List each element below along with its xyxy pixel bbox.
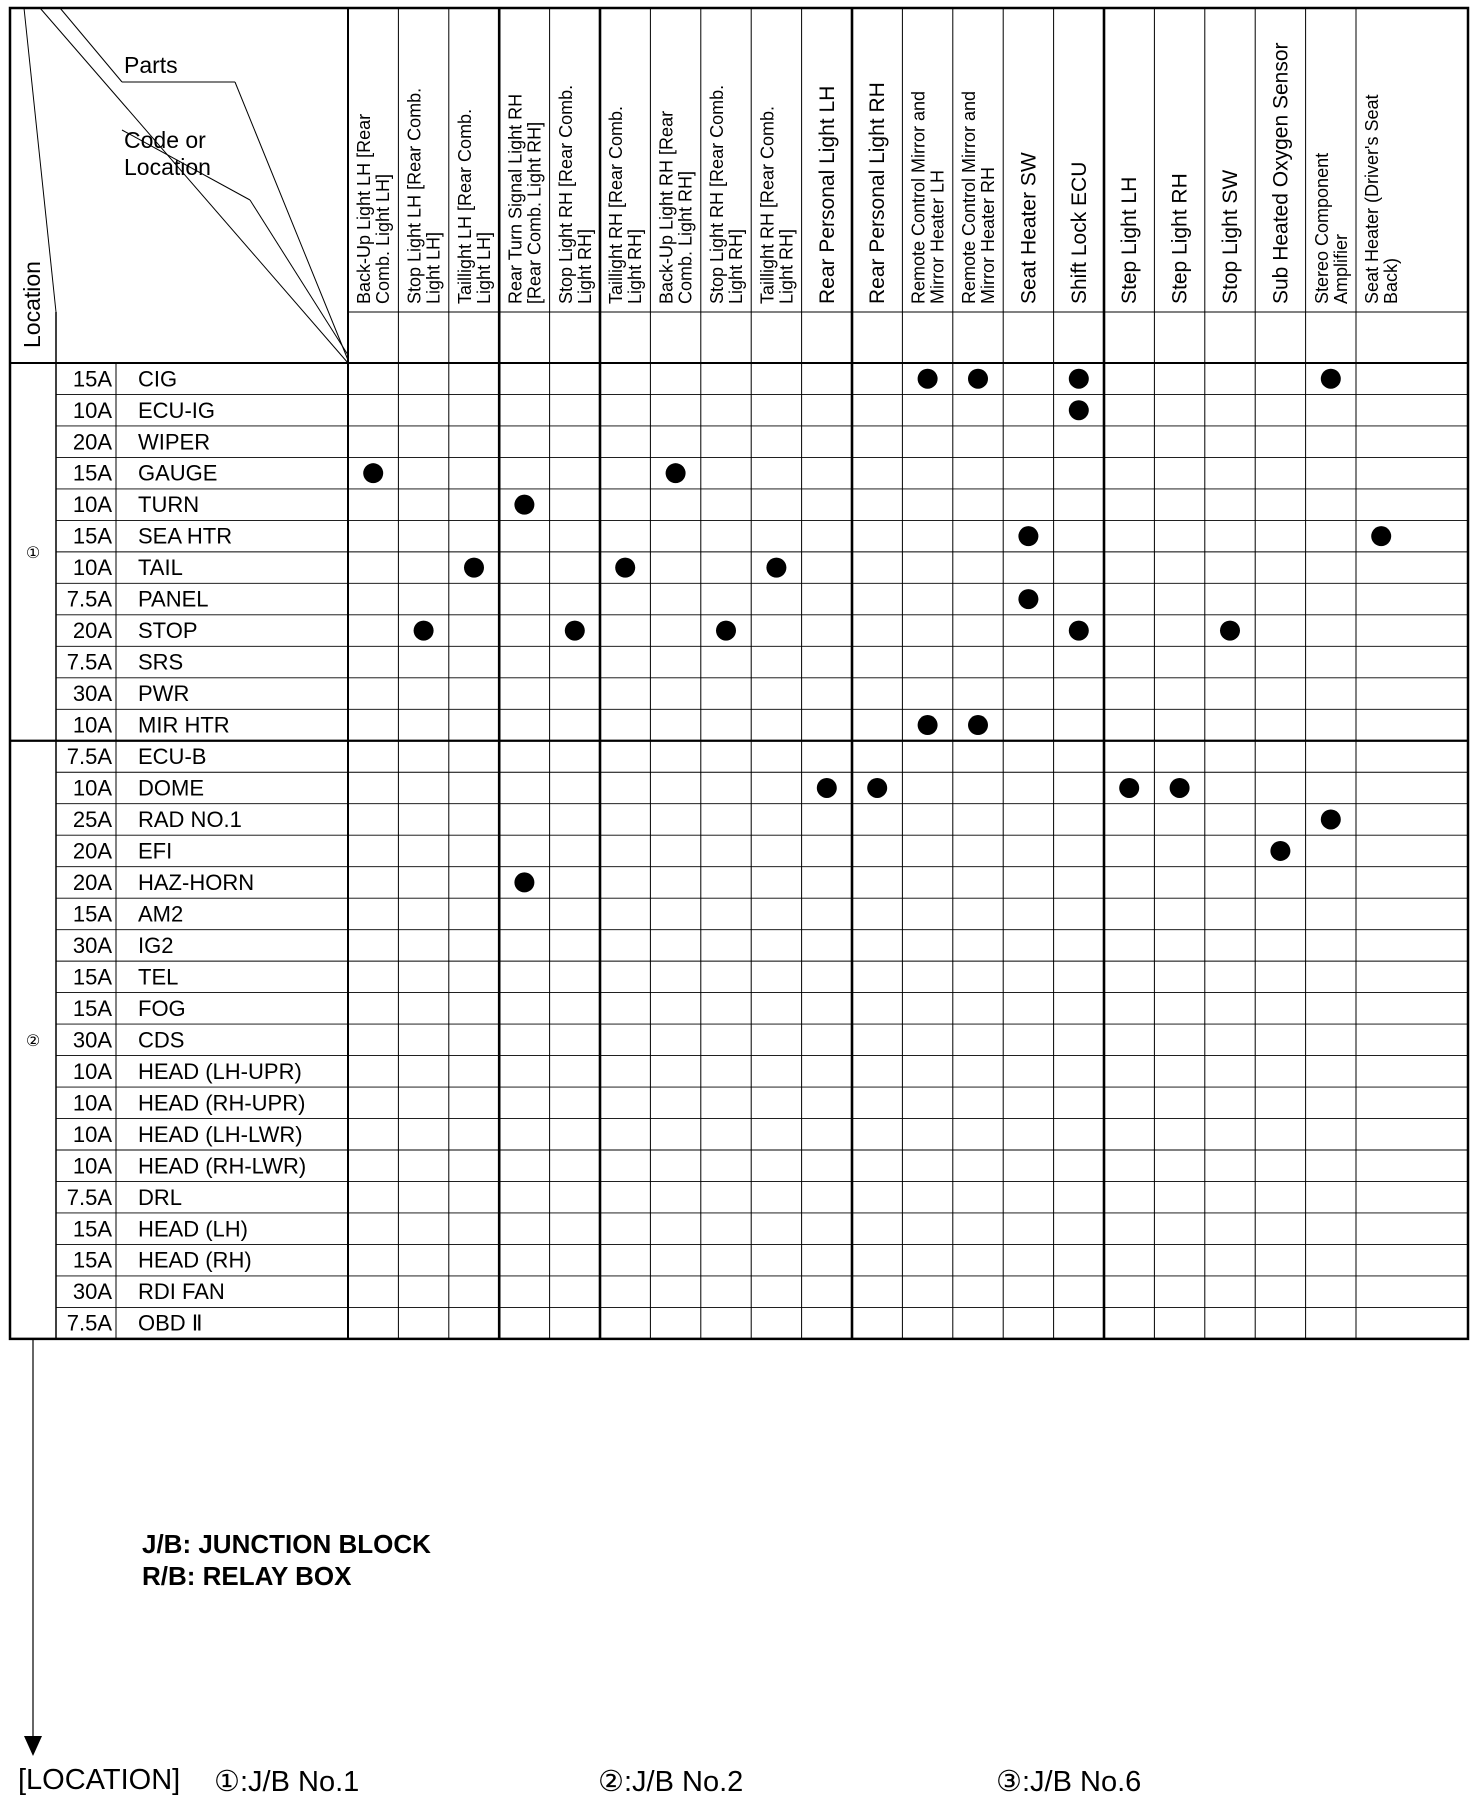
header-diagonal (60, 8, 122, 82)
connection-dots (363, 369, 1391, 893)
fuse-code: HAZ-HORN (138, 869, 255, 895)
connection-dot (565, 621, 585, 641)
part-column-header: Rear Personal Light LH (815, 85, 839, 304)
fuse-amperage: 15A (72, 964, 112, 990)
fuse-code: ECU-IG (138, 397, 215, 423)
fuse-code: TAIL (138, 555, 183, 581)
fuse-code: HEAD (RH) (138, 1247, 252, 1273)
part-column-header: Light RH] (726, 228, 746, 304)
location-footer-item-1: ①:J/B No.1 (214, 1766, 360, 1798)
fuse-amperage: 10A (72, 1058, 112, 1084)
location-footer-item-2: ②:J/B No.2 (598, 1766, 744, 1798)
part-column-header: Seat Heater (Driver's Seat (1362, 94, 1383, 304)
connection-dot (1321, 369, 1341, 389)
part-column-header: Light RH] (776, 228, 797, 304)
fuse-code: CDS (138, 1027, 185, 1053)
fuse-amperage: 10A (72, 775, 112, 801)
location-group-labels (26, 543, 40, 1050)
part-column-header: Sub Heated Oxygen Sensor (1269, 42, 1293, 304)
fuse-amperage: 10A (72, 397, 112, 423)
part-column-headers (354, 42, 1401, 304)
fuse-code: DOME (138, 775, 204, 801)
part-column-header: Taillight LH [Rear Comb. (455, 108, 475, 304)
connection-dot (1371, 526, 1391, 546)
fuse-amperage: 15A (72, 460, 112, 486)
code-header-label-line1: Code or (124, 127, 206, 153)
connection-dot (1069, 369, 1089, 389)
part-column-header: Amplifier (1330, 233, 1351, 304)
fuse-amperage: 20A (72, 429, 112, 455)
fuse-code: TURN (138, 492, 200, 518)
fuse-code: PANEL (138, 586, 209, 612)
header-diagonals (24, 8, 348, 363)
location-arrow (24, 1339, 42, 1756)
part-column-header: Stop Light RH [Rear Comb. (555, 84, 576, 304)
fuse-code: SEA HTR (138, 523, 233, 549)
fuse-amperage: 7.5A (66, 1184, 112, 1210)
connection-dot (1069, 621, 1089, 641)
connection-dot (514, 872, 534, 892)
fuse-amperage: 15A (72, 1247, 112, 1273)
legend-relay-box: R/B: RELAY BOX (142, 1561, 352, 1591)
fuse-code: FOG (138, 995, 186, 1021)
fuse-amperage: 7.5A (66, 586, 112, 612)
part-column-header: Back) (1381, 257, 1402, 304)
connection-dot (968, 369, 988, 389)
connection-dot (1220, 621, 1240, 641)
fuse-amperage: 10A (72, 492, 112, 518)
part-column-header: Shift Lock ECU (1067, 161, 1091, 304)
fuse-code: WIPER (138, 429, 211, 455)
connection-dot (1119, 778, 1139, 798)
part-column-header: Remote Control Mirror and (959, 90, 979, 304)
fuse-code: STOP (138, 618, 198, 644)
header-diagonal (40, 8, 348, 363)
fuse-code: HEAD (RH-LWR) (138, 1153, 307, 1179)
location-footer-item-3: ③:J/B No.6 (996, 1766, 1142, 1798)
connection-dot (514, 495, 534, 515)
fuse-rows (67, 366, 307, 1335)
fuse-code: AM2 (138, 901, 184, 927)
part-column-header: Seat Heater SW (1017, 152, 1041, 304)
connection-dot (1321, 809, 1341, 829)
fuse-amperage: 10A (72, 1090, 112, 1116)
part-column-header: Remote Control Mirror and (908, 90, 929, 304)
connection-dot (968, 715, 988, 735)
fuse-amperage: 30A (72, 681, 112, 707)
part-column-header: Comb. Light LH] (373, 173, 394, 304)
part-column-header: Back-Up Light LH [Rear (354, 113, 375, 304)
fuse-amperage: 10A (72, 712, 112, 738)
part-column-header: Step Light RH (1168, 173, 1192, 304)
fuse-amperage: 7.5A (66, 744, 112, 770)
connection-dot (766, 558, 786, 578)
fuse-code: OBD Ⅱ (138, 1310, 203, 1336)
part-column-header: Rear Turn Signal Light RH (505, 93, 526, 304)
part-column-header: Comb. Light RH] (675, 170, 696, 304)
location-footer-prefix: [LOCATION] (18, 1764, 181, 1796)
part-column-header: Mirror Heater LH (927, 169, 948, 304)
connection-dot (464, 558, 484, 578)
fuse-amperage: 10A (72, 555, 112, 581)
connection-dot (918, 715, 938, 735)
connection-dot (414, 621, 434, 641)
connection-dot (666, 463, 686, 483)
fuse-amperage: 15A (72, 523, 112, 549)
fuse-code: EFI (138, 838, 173, 864)
part-column-header: Light RH] (625, 228, 646, 304)
fuse-amperage: 10A (72, 1121, 112, 1147)
abbreviation-legend (142, 1528, 431, 1592)
fuse-amperage: 7.5A (66, 649, 112, 675)
fuse-code: GAUGE (138, 460, 218, 486)
fuse-amperage: 15A (72, 901, 112, 927)
connection-dot (867, 778, 887, 798)
fuse-code: CIG (138, 366, 178, 392)
fuse-code: HEAD (LH-LWR) (138, 1121, 303, 1147)
connection-dot (817, 778, 837, 798)
fuse-amperage: 7.5A (66, 1310, 112, 1336)
part-column-header: Light RH] (574, 228, 595, 304)
part-column-header: Light LH] (474, 231, 494, 304)
connection-dot (1069, 400, 1089, 420)
parts-header-label: Parts (124, 52, 178, 78)
connection-dot (716, 621, 736, 641)
part-column-header: Stop Light RH [Rear Comb. (707, 84, 727, 304)
legend-junction-block: J/B: JUNCTION BLOCK (142, 1529, 431, 1559)
fuse-amperage: 30A (72, 1027, 112, 1053)
part-column-header: Stereo Component (1311, 152, 1332, 304)
connection-dot (1018, 589, 1038, 609)
fuse-code: IG2 (138, 932, 174, 958)
fuse-code: HEAD (LH-UPR) (138, 1058, 302, 1084)
header-diagonal (250, 200, 348, 355)
fuse-amperage: 30A (72, 1279, 112, 1305)
part-column-header: Step Light LH (1118, 176, 1142, 304)
code-header-label-line2: Location (124, 154, 211, 180)
fuse-code: HEAD (RH-UPR) (138, 1090, 306, 1116)
part-column-header: Stop Light SW (1219, 169, 1242, 304)
fuse-amperage: 25A (72, 807, 112, 833)
fuse-code: DRL (138, 1184, 183, 1210)
arrow-head (24, 1736, 42, 1756)
location-column-header: Location (19, 261, 45, 348)
connection-dot (1270, 841, 1290, 861)
fuse-code: SRS (138, 649, 184, 675)
header-diagonal (235, 82, 348, 360)
fuse-amperage: 15A (72, 366, 112, 392)
location-group-label: ② (25, 1030, 41, 1050)
part-column-header: Mirror Heater RH (978, 166, 998, 304)
part-column-header: Taillight RH [Rear Comb. (606, 105, 627, 304)
fuse-amperage: 15A (72, 1216, 112, 1242)
fuse-code: PWR (138, 681, 190, 707)
part-column-header: Back-Up Light RH [Rear (656, 110, 677, 304)
connection-dot (615, 558, 635, 578)
fuse-code: RDI FAN (138, 1279, 225, 1305)
part-column-header: Stop Light LH [Rear Comb. (404, 87, 425, 304)
fuse-amperage: 30A (72, 932, 112, 958)
fuse-code: TEL (138, 964, 179, 990)
fuse-code: RAD NO.1 (138, 807, 242, 833)
location-group-label: ① (25, 542, 41, 562)
fuse-code: MIR HTR (138, 712, 230, 738)
connection-dot (363, 463, 383, 483)
part-column-header: Taillight RH [Rear Comb. (757, 105, 778, 304)
fuse-amperage: 10A (72, 1153, 112, 1179)
fuse-amperage: 20A (72, 869, 112, 895)
part-column-header: [Rear Comb. Light RH] (524, 121, 545, 304)
part-column-header: Rear Personal Light RH (866, 82, 890, 304)
connection-dot (1018, 526, 1038, 546)
fuse-amperage: 15A (72, 995, 112, 1021)
connection-dot (1170, 778, 1190, 798)
fuse-code: HEAD (LH) (138, 1216, 249, 1242)
connection-dot (918, 369, 938, 389)
fuse-amperage: 20A (72, 618, 112, 644)
fuse-amperage: 20A (72, 838, 112, 864)
part-column-header: Light LH] (423, 231, 444, 304)
fuse-code: ECU-B (138, 744, 207, 770)
